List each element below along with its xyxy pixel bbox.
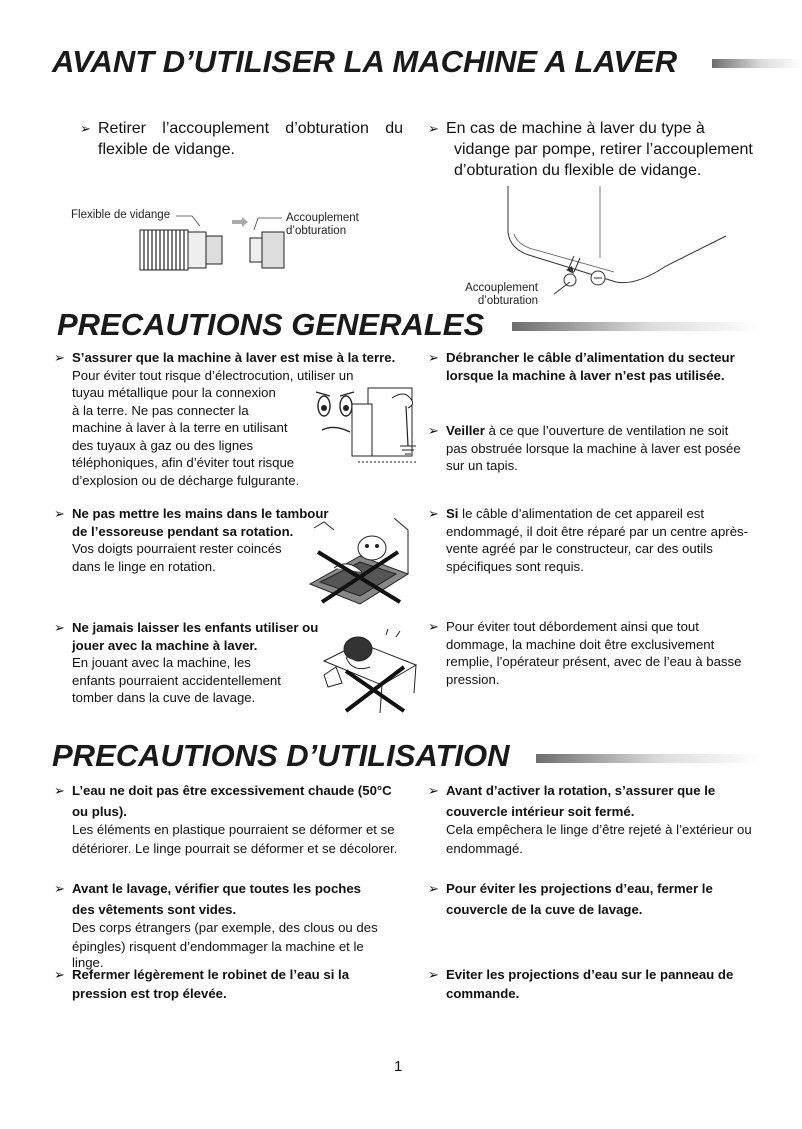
text-line: remplie, l’opérateur présent, avec de l’eau à basse — [446, 654, 742, 669]
text-line: dans le linge en rotation. — [72, 558, 216, 574]
text-fragment: le câble d’alimentation de cet appareil est — [458, 506, 705, 521]
text-line: Pour éviter tout débordement ainsi que tout — [446, 619, 699, 634]
avant-right-line: d’obturation du flexible de vidange. — [454, 162, 702, 179]
text-line: tuyau métallique pour la connexion — [72, 385, 276, 400]
precaution-unplug — [428, 349, 786, 384]
precaution-heading: Refermer légèrement le robinet de l’eau si la — [72, 967, 350, 982]
avant-left-text — [80, 118, 403, 160]
text-line: En jouant avec la machine, les — [72, 655, 251, 670]
arrow-icon: ➢ — [54, 881, 65, 896]
precaution-heading: commande. — [446, 985, 520, 1001]
text-line: détériorer. Le linge pourrait se déformer et se décolorer. — [72, 840, 398, 856]
arrow-icon: ➢ — [428, 506, 439, 521]
child-machine-illustration — [316, 627, 420, 715]
text-line: vente agréé par le constructeur, car des outils — [446, 541, 713, 556]
arrow-icon: ➢ — [428, 783, 439, 798]
text-line: à la terre. Ne pas connecter la — [72, 402, 249, 418]
text-line: dommage, la machine doit être exclusivement — [446, 636, 715, 652]
avant-left-line: flexible de vidange. — [98, 141, 235, 158]
label-pump-line: Accouplement — [465, 282, 538, 294]
keyword: Si — [446, 506, 459, 521]
text-line: épingles) risquent d’endommager la machine et le — [72, 938, 364, 954]
text-line: spécifiques sont requis. — [446, 558, 584, 574]
hand-in-drum-illustration — [304, 518, 414, 610]
text-line: pas obstruée lorsque la machine à laver est posée — [446, 440, 741, 456]
text-line: pression. — [446, 671, 500, 687]
page-number: 1 — [394, 1058, 403, 1075]
avant-title: AVANT D’UTILISER LA MACHINE A LAVER — [52, 44, 678, 79]
precaution-cable — [428, 505, 786, 575]
precaution-heading: Eviter les projections d’eau sur le panneau de — [446, 967, 734, 982]
text-line: tomber dans la cuve de lavage. — [72, 690, 256, 705]
precaution-heading: Débrancher le câble d’alimentation du secteur — [446, 350, 735, 365]
arrow-icon: ➢ — [428, 967, 439, 982]
text-line: Vos doigts pourraient rester coincés — [72, 541, 282, 556]
label-accouplement-line: d’obturation — [286, 225, 347, 237]
arrow-icon: ➢ — [80, 121, 91, 136]
title-bar-utilisation — [536, 754, 762, 763]
label-flexible: Flexible de vidange — [71, 209, 171, 221]
text-line: Cela empêchera le linge d’être rejeté à l’extérieur ou — [446, 822, 752, 837]
precaution-control-panel — [428, 966, 786, 1003]
avant-right-line: vidange par pompe, retirer l’accouplement — [454, 141, 753, 158]
precaution-heading: lorsque la machine à laver n’est pas utilisée. — [446, 367, 725, 383]
precaution-heading: Avant d’activer la rotation, s’assurer que le — [446, 783, 716, 798]
precaution-heading: couvercle de la cuve de lavage. — [446, 901, 643, 917]
precaution-heading: Pour éviter les projections d’eau, fermer le — [446, 881, 713, 896]
label-pump-line: d’obturation — [477, 295, 538, 307]
arrow-icon: ➢ — [54, 350, 65, 365]
label-pump-accouplement — [460, 282, 538, 308]
text-line — [446, 505, 786, 523]
arrow-icon: ➢ — [428, 121, 439, 136]
avant-right-line: En cas de machine à laver du type à — [446, 120, 705, 137]
precaution-heading: ou plus). — [72, 803, 127, 819]
text-line: Pour éviter tout risque d’électrocution, utiliser un — [72, 367, 354, 383]
text-line — [446, 422, 786, 440]
title-bar-avant — [712, 59, 802, 68]
text-fragment: à ce que l’ouverture de ventilation ne soit — [484, 423, 729, 438]
precaution-heading: Ne pas mettre les mains dans le tambour — [72, 506, 329, 521]
earth-connection-illustration — [306, 384, 428, 468]
pump-machine-illustration — [496, 186, 736, 296]
arrow-icon: ➢ — [54, 620, 65, 635]
arrow-icon: ➢ — [428, 619, 439, 634]
title-bar-generales — [512, 322, 762, 331]
text-line: enfants pourraient accidentellement — [72, 672, 281, 688]
drain-hose-illustration — [130, 208, 300, 278]
precaution-heading: des vêtements sont vides. — [72, 901, 237, 917]
text-line: téléphoniques, afin d’éviter tout risque — [72, 455, 295, 470]
text-line: Les éléments en plastique pourraient se déformer et se — [72, 822, 395, 837]
precaution-spin-lid — [428, 782, 786, 858]
arrow-icon: ➢ — [428, 350, 439, 365]
precaution-heading: couvercle intérieur soit fermé. — [446, 803, 635, 819]
avant-right-text — [428, 118, 786, 181]
text-line: d’explosion ou de décharge fulgurante. — [72, 472, 300, 488]
text-line: endommagé, il doit être réparé par un centre après- — [446, 523, 749, 539]
label-accouplement-line: Accouplement — [286, 212, 359, 224]
precaution-heading: S’assurer que la machine à laver est mise à la terre. — [72, 350, 396, 365]
text-line: linge. — [72, 955, 104, 970]
text-line: des tuyaux à gaz ou des lignes — [72, 437, 254, 453]
arrow-icon: ➢ — [54, 783, 65, 798]
arrow-icon: ➢ — [428, 423, 439, 438]
precaution-pockets — [54, 880, 412, 970]
text-line: Des corps étrangers (par exemple, des clous ou des — [72, 920, 378, 935]
utilisation-title: PRECAUTIONS D’UTILISATION — [52, 738, 510, 773]
arrow-icon: ➢ — [54, 506, 65, 521]
avant-left-line: Retirer l’accouplement d’obturation du — [98, 120, 403, 137]
arrow-icon: ➢ — [54, 967, 65, 982]
precaution-overflow — [428, 618, 786, 688]
precaution-heading: L’eau ne doit pas être excessivement chaude (50°C — [72, 783, 392, 798]
precaution-heading: jouer avec la machine à laver. — [72, 637, 258, 653]
keyword: Veiller — [446, 423, 485, 438]
precaution-heading: Ne jamais laisser les enfants utiliser ou — [72, 620, 319, 635]
precaution-ventilation — [428, 422, 786, 475]
text-line: endommagé. — [446, 840, 523, 856]
precaution-water-temp — [54, 782, 417, 858]
precaution-splash-lid — [428, 880, 786, 919]
precaution-heading: pression est trop élevée. — [72, 985, 227, 1001]
generales-title: PRECAUTIONS GENERALES — [57, 307, 485, 342]
arrow-icon: ➢ — [428, 881, 439, 896]
text-line: machine à laver à la terre en utilisant — [72, 420, 288, 435]
precaution-heading: de l’essoreuse pendant sa rotation. — [72, 523, 294, 539]
precaution-heading: Avant le lavage, vérifier que toutes les poches — [72, 881, 362, 896]
text-line: sur un tapis. — [446, 458, 518, 473]
precaution-tap — [54, 966, 412, 1003]
